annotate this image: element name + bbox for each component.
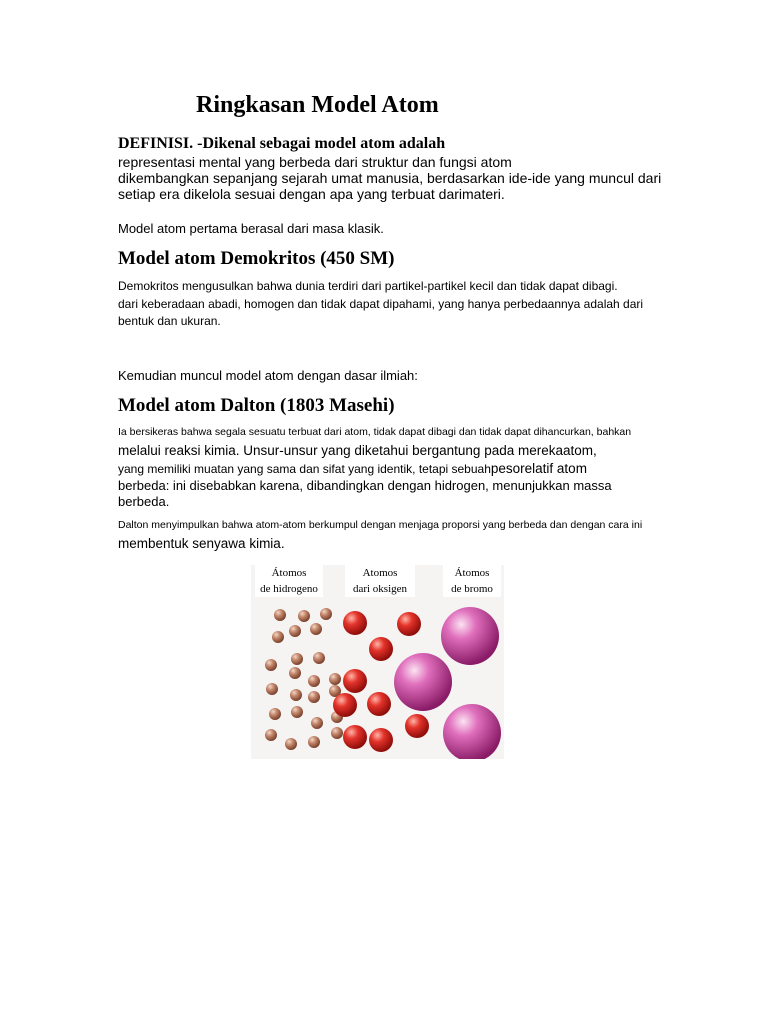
oxygen-atom — [405, 714, 429, 738]
hydrogen-atom — [265, 659, 277, 671]
oxygen-label-line-1: Atomos — [362, 567, 398, 579]
definition-heading: DEFINISI. -Dikenal sebagai model atom adalah — [118, 135, 446, 152]
oxygen-atom — [343, 725, 367, 749]
dalton-line-4: berbeda: ini disebabkan karena, dibandingkan dengan hidrogen, menunjukkan massa — [118, 478, 612, 493]
hydrogen-atom — [308, 736, 320, 748]
dalton-heading: Model atom Dalton (1803 Masehi) — [118, 395, 395, 416]
bromine-label — [443, 565, 501, 597]
democritus-line-2: dari keberadaan abadi, homogen dan tidak dapat dipahami, yang hanya perbedaannya adalah dari — [118, 297, 644, 311]
definition-closing: Model atom pertama berasal dari masa klasik. — [118, 221, 384, 236]
oxygen-atom — [333, 693, 357, 717]
hydrogen-atom — [329, 673, 341, 685]
hydrogen-atom — [290, 689, 302, 701]
dalton-line-3-b: pesorelatif atom — [490, 461, 587, 476]
hydrogen-atom — [289, 625, 301, 637]
page-title: Ringkasan Model Atom — [196, 92, 439, 118]
bromine-atom — [443, 704, 501, 759]
hydrogen-atom — [291, 653, 303, 665]
hydrogen-atom — [266, 683, 278, 695]
hydrogen-label-line-2: de hidrogeno — [260, 583, 318, 595]
hydrogen-atom — [298, 610, 310, 622]
hydrogen-atom — [269, 708, 281, 720]
hydrogen-atom — [274, 609, 286, 621]
bromine-atom — [441, 607, 499, 665]
bromine-label-line-1: Átomos — [454, 567, 490, 579]
hydrogen-atom — [331, 727, 343, 739]
hydrogen-atom — [289, 667, 301, 679]
hydrogen-atom — [313, 652, 325, 664]
democritus-line-1: Demokritos mengusulkan bahwa dunia terdiri dari partikel-partikel kecil dan tidak dapat dibagi. — [118, 279, 618, 293]
democritus-closing: Kemudian muncul model atom dengan dasar ilmiah: — [118, 368, 418, 383]
hydrogen-atom — [311, 717, 323, 729]
democritus-line-3: bentuk dan ukuran. — [118, 314, 221, 328]
dalton-line-3 — [118, 460, 587, 478]
dalton-line-3-a: yang memiliki muatan yang sama dan sifat yang identik, tetapi sebuah — [118, 462, 491, 476]
democritus-heading: Model atom Demokritos (450 SM) — [118, 248, 395, 269]
hydrogen-atom — [308, 675, 320, 687]
dalton-line-5: berbeda. — [118, 494, 170, 509]
bromine-label-line-2: de bromo — [451, 583, 493, 595]
definition-line-2: dikembangkan sepanjang sejarah umat manusia, berdasarkan ide-ide yang muncul dari — [118, 170, 662, 186]
dalton-line-1: Ia bersikeras bahwa segala sesuatu terbuat dari atom, tidak dapat dibagi dan tidak dapat dihancurkan, bahkan — [118, 426, 632, 438]
hydrogen-atom — [272, 631, 284, 643]
hydrogen-atom — [308, 691, 320, 703]
hydrogen-atom — [320, 608, 332, 620]
oxygen-atom — [367, 692, 391, 716]
hydrogen-atom — [310, 623, 322, 635]
oxygen-label-line-2: dari oksigen — [352, 583, 408, 595]
oxygen-atom — [369, 728, 393, 752]
hydrogen-atoms — [265, 608, 343, 750]
definition-line-1: representasi mental yang berbeda dari struktur dan fungsi atom — [118, 154, 512, 170]
dalton-line-7: membentuk senyawa kimia. — [118, 536, 285, 551]
hydrogen-atom — [265, 729, 277, 741]
hydrogen-atom — [291, 706, 303, 718]
oxygen-atom — [343, 669, 367, 693]
oxygen-atom — [397, 612, 421, 636]
hydrogen-label-line-1: Átomos — [271, 567, 307, 579]
dalton-line-2: melalui reaksi kimia. Unsur-unsur yang diketahui bergantung pada merekaatom, — [118, 443, 597, 458]
definition-line-3: setiap era dikelola sesuai dengan apa yang terbuat darimateri. — [118, 186, 505, 202]
oxygen-label — [345, 565, 415, 597]
oxygen-atom — [343, 611, 367, 635]
dalton-line-6: Dalton menyimpulkan bahwa atom-atom berkumpul dengan menjaga proporsi yang berbeda dan dengan cara ini — [118, 519, 643, 531]
oxygen-atom — [369, 637, 393, 661]
atoms-figure — [251, 565, 504, 759]
hydrogen-label — [255, 565, 323, 597]
bromine-atom — [394, 653, 452, 711]
hydrogen-atom — [285, 738, 297, 750]
